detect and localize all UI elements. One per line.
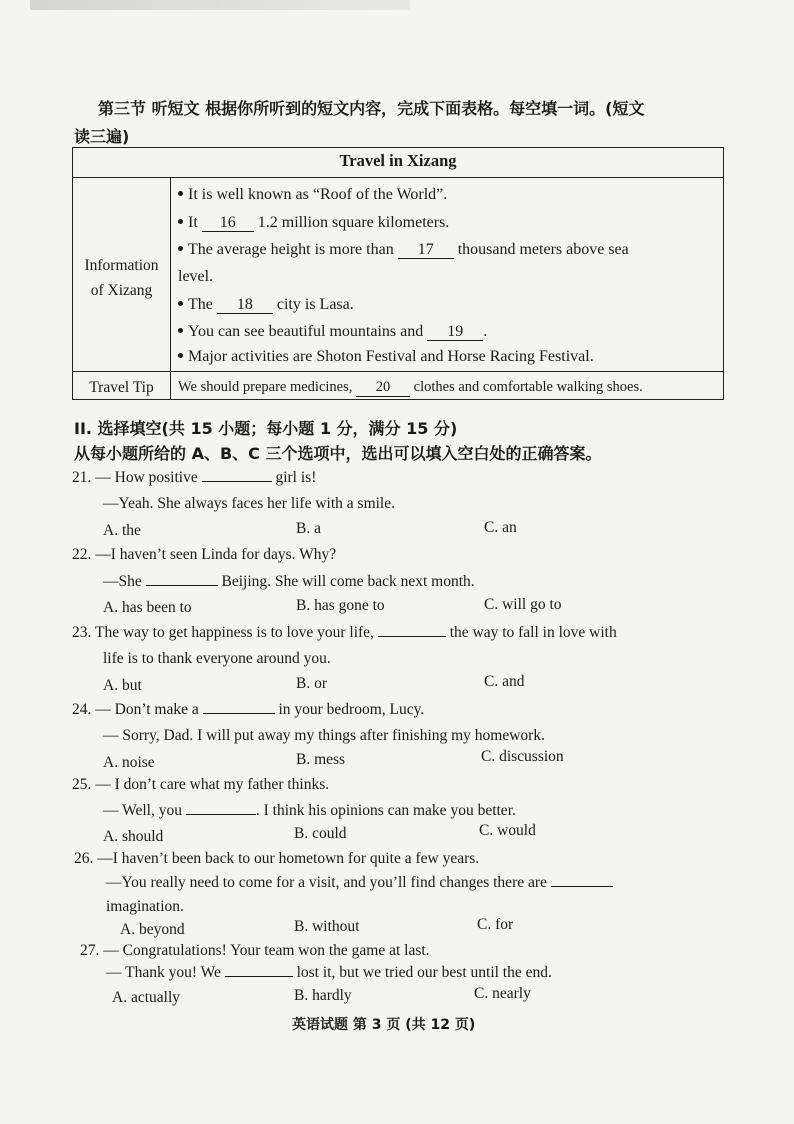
option-b[interactable]: B. mess xyxy=(296,751,346,768)
question-number: 23. xyxy=(72,624,92,641)
bullet-icon xyxy=(178,353,183,358)
question-26-line2 xyxy=(106,874,613,892)
option-c[interactable]: C. an xyxy=(484,519,517,536)
info-text: It xyxy=(188,214,198,231)
info-text: You can see beautiful mountains and xyxy=(188,323,424,340)
option-b[interactable]: B. could xyxy=(294,825,347,842)
question-blank[interactable] xyxy=(225,976,293,977)
option-b[interactable]: B. a xyxy=(296,520,321,537)
question-blank[interactable] xyxy=(202,481,272,482)
question-text: Beijing. She will come back next month. xyxy=(221,573,475,590)
table-title: Travel in Xizang xyxy=(339,151,457,170)
info-text: 1.2 million square kilometers. xyxy=(257,214,450,231)
question-text: the way to fall in love with xyxy=(449,624,617,641)
question-number: 26. xyxy=(74,850,94,867)
info-text: Major activities are Shoton Festival and Horse Racing Festival. xyxy=(188,348,594,365)
row-head-line: of Xizang xyxy=(90,282,153,299)
question-23-line2: life is to thank everyone around you. xyxy=(103,650,331,667)
question-27-line2 xyxy=(106,964,552,982)
question-number: 25. xyxy=(72,776,92,793)
info-line xyxy=(178,323,487,341)
question-25-line2 xyxy=(103,802,516,820)
tip-text: We should prepare medicines, xyxy=(178,379,353,395)
bullet-icon xyxy=(178,191,183,196)
page-footer: 英语试题 第 3 页 (共 12 页) xyxy=(292,1017,476,1033)
tip-text: clothes and comfortable walking shoes. xyxy=(413,379,643,395)
question-text: —You really need to come for a visit, and you’ll find changes there are xyxy=(106,874,547,891)
question-text: —I haven’t been back to our hometown for quite a few years. xyxy=(97,850,480,867)
question-text: — I don’t care what my father thinks. xyxy=(95,776,330,793)
info-text: . xyxy=(483,323,488,340)
question-text: —She xyxy=(103,573,142,590)
question-text: —I haven’t seen Linda for days. Why? xyxy=(95,546,337,563)
question-text: — How positive xyxy=(95,469,198,486)
question-24-line1 xyxy=(72,701,424,719)
info-text: city is Lasa. xyxy=(276,296,354,313)
bullet-icon xyxy=(178,219,183,224)
option-b[interactable]: B. has gone to xyxy=(296,597,385,614)
option-c[interactable]: C. for xyxy=(477,916,514,933)
row-head-travel-tip: Travel Tip xyxy=(89,379,154,396)
question-22-line2 xyxy=(103,573,475,591)
bullet-icon xyxy=(178,328,183,333)
question-text: — Well, you xyxy=(103,802,182,819)
question-text: — Thank you! We xyxy=(106,964,221,981)
option-a[interactable]: A. but xyxy=(103,677,142,694)
question-number: 22. xyxy=(72,546,92,563)
section-header-line1: 第三节 听短文 根据你所听到的短文内容，完成下面表格。每空填一词。(短文 xyxy=(98,99,645,118)
question-25-line1 xyxy=(72,776,329,794)
answer-blank-20[interactable]: 20 xyxy=(356,379,410,397)
question-number: 27. xyxy=(80,942,100,959)
part2-instruction: 从每小题所给的 A、B、C 三个选项中，选出可以填入空白处的正确答案。 xyxy=(74,444,602,463)
row-head-line: Information xyxy=(84,257,159,274)
option-a[interactable]: A. noise xyxy=(103,754,155,771)
answer-blank-16[interactable]: 16 xyxy=(202,214,254,232)
listening-table xyxy=(72,147,724,400)
answer-blank-19[interactable]: 19 xyxy=(427,323,483,341)
question-number: 21. xyxy=(72,469,92,486)
bullet-icon xyxy=(178,301,183,306)
question-text: The way to get happiness is to love your life, xyxy=(94,624,374,641)
question-24-line2: — Sorry, Dad. I will put away my things after finishing my homework. xyxy=(103,727,545,744)
question-blank[interactable] xyxy=(378,636,446,637)
info-line xyxy=(178,268,213,286)
question-text: — Don’t make a xyxy=(95,701,199,718)
info-text: It is well known as “Roof of the World”. xyxy=(188,186,448,203)
option-b[interactable]: B. or xyxy=(296,675,327,692)
question-text: . I think his opinions can make you better. xyxy=(255,802,516,819)
question-23-line1 xyxy=(72,624,617,642)
option-c[interactable]: C. discussion xyxy=(481,748,564,765)
answer-blank-18[interactable]: 18 xyxy=(217,296,273,314)
option-a[interactable]: A. actually xyxy=(112,989,181,1006)
option-c[interactable]: C. will go to xyxy=(484,596,562,613)
info-text: thousand meters above sea xyxy=(457,241,629,258)
question-21-line1 xyxy=(72,469,316,487)
table-divider xyxy=(170,177,171,399)
row-head-information xyxy=(73,253,170,303)
question-22-line1 xyxy=(72,546,336,564)
question-26-line1 xyxy=(74,850,479,868)
info-line xyxy=(178,348,594,366)
option-c[interactable]: C. nearly xyxy=(474,985,531,1002)
part2-heading: II. 选择填空(共 15 小题；每小题 1 分，满分 15 分) xyxy=(74,419,458,438)
question-number: 24. xyxy=(72,701,92,718)
question-text: in your bedroom, Lucy. xyxy=(278,701,425,718)
info-line xyxy=(178,296,354,314)
question-text: girl is! xyxy=(275,469,317,486)
question-text: — Congratulations! Your team won the game at last. xyxy=(103,942,430,959)
answer-blank-17[interactable]: 17 xyxy=(398,241,454,259)
option-b[interactable]: B. without xyxy=(294,918,360,935)
option-c[interactable]: C. would xyxy=(479,822,536,839)
option-a[interactable]: A. has been to xyxy=(103,599,192,616)
info-text: The average height is more than xyxy=(188,241,394,258)
option-a[interactable]: A. beyond xyxy=(120,921,185,938)
option-a[interactable]: A. the xyxy=(103,522,141,539)
question-text: lost it, but we tried our best until the end. xyxy=(296,964,552,981)
question-blank[interactable] xyxy=(146,585,218,586)
scan-smudge xyxy=(30,0,410,10)
info-line xyxy=(178,186,447,204)
bullet-icon xyxy=(178,246,183,251)
option-a[interactable]: A. should xyxy=(103,828,164,845)
option-c[interactable]: C. and xyxy=(484,673,525,690)
info-line xyxy=(178,241,629,259)
question-27-line1 xyxy=(80,942,430,960)
question-blank[interactable] xyxy=(551,886,613,887)
tip-line xyxy=(178,379,643,397)
question-blank[interactable] xyxy=(203,713,275,714)
question-blank[interactable] xyxy=(186,814,256,815)
question-26-line3: imagination. xyxy=(106,898,184,915)
info-line xyxy=(178,214,449,232)
option-b[interactable]: B. hardly xyxy=(294,987,352,1004)
info-text: level. xyxy=(178,268,214,285)
question-21-line2: —Yeah. She always faces her life with a smile. xyxy=(103,495,395,512)
info-text: The xyxy=(188,296,213,313)
section-header-line2: 读三遍) xyxy=(74,127,130,146)
